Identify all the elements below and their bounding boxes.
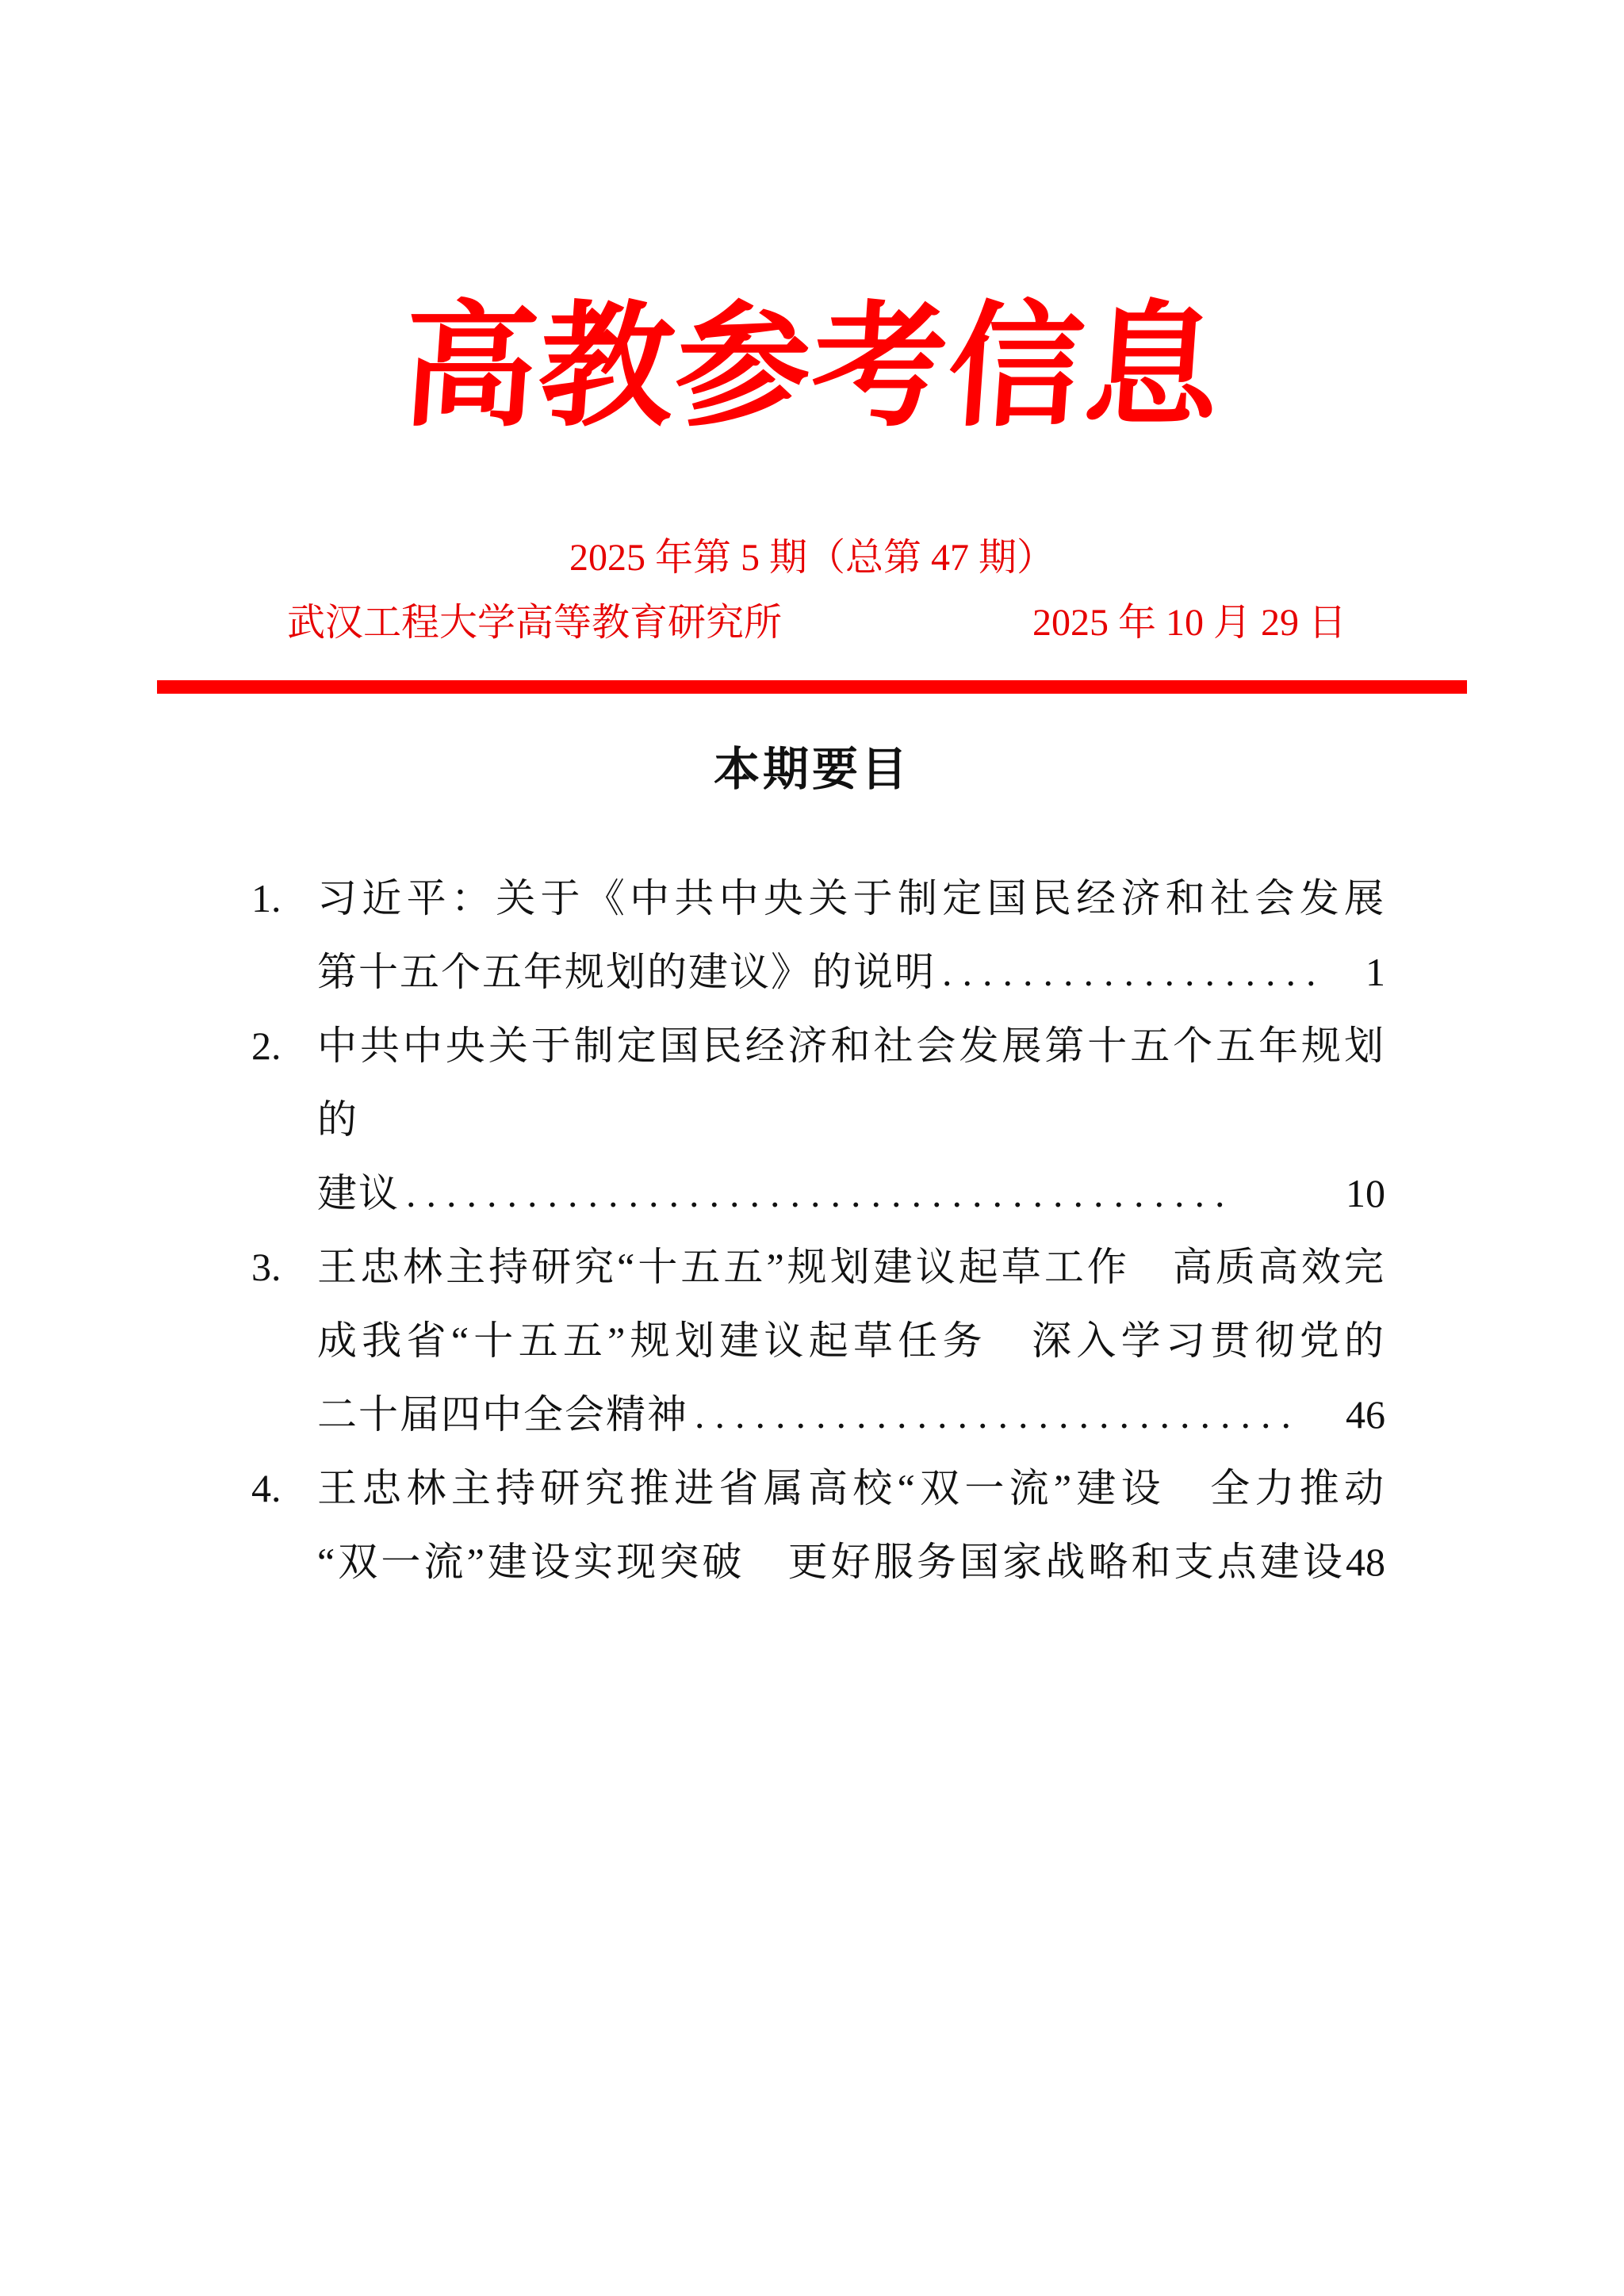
publish-date: 2025 年 10 月 29 日 xyxy=(1032,602,1346,644)
toc-entry-3 xyxy=(251,1230,1385,1452)
toc-line-text: 第十五个五年规划的建议》的说明 xyxy=(317,950,936,994)
toc-entry-number: 2. xyxy=(251,1024,282,1068)
toc-line xyxy=(317,936,1385,1009)
table-of-contents xyxy=(251,862,1385,1599)
toc-leader-dots: ................... xyxy=(942,950,1327,994)
publisher-name: 武汉工程大学高等教育研究所 xyxy=(287,602,783,644)
toc-line-text: 二十届四中全会精神 xyxy=(317,1392,688,1437)
toc-page-number: 48 xyxy=(1346,1540,1385,1584)
toc-page-number: 1 xyxy=(1365,950,1385,994)
toc-line xyxy=(317,1525,1385,1599)
toc-entry-number: 4. xyxy=(251,1466,282,1510)
toc-entry-1 xyxy=(251,862,1385,1009)
issue-line: 2025 年第 5 期（总第 47 期） xyxy=(569,537,1055,579)
toc-entry-number: 1. xyxy=(251,876,282,920)
toc-line: 王忠林主持研究推进省属高校“双一流”建设 全力推动 xyxy=(317,1466,1385,1510)
toc-leader-dots: .............................. xyxy=(695,1392,1301,1437)
toc-line: 王忠林主持研究“十五五”规划建议起草工作 高质高效完 xyxy=(317,1245,1385,1289)
toc-entry-2 xyxy=(251,1009,1385,1230)
toc-line: 成我省“十五五”规划建议起草任务 深入学习贯彻党的 xyxy=(317,1318,1385,1363)
divider-rule xyxy=(157,680,1467,694)
toc-page-number: 46 xyxy=(1346,1392,1385,1437)
toc-line-text: 建议 xyxy=(317,1171,400,1215)
toc-leader-dots: ......................................... xyxy=(406,1171,1235,1215)
toc-line: 中共中央关于制定国民经济和社会发展第十五个五年规划的 xyxy=(317,1024,1385,1142)
toc-line xyxy=(317,1378,1385,1452)
toc-entry-number: 3. xyxy=(251,1245,282,1289)
publisher-row xyxy=(157,601,1467,645)
toc-page-number: 10 xyxy=(1346,1171,1385,1215)
masthead-title: 高教参考信息 xyxy=(397,293,1227,442)
toc-heading: 本期要目 xyxy=(713,744,910,795)
toc-entry-4 xyxy=(251,1452,1385,1599)
toc-line: 习近平：关于《中共中央关于制定国民经济和社会发展 xyxy=(317,876,1385,920)
toc-line-text: “双一流”建设实现突破 更好服务国家战略和支点建设 xyxy=(317,1540,1346,1584)
toc-line xyxy=(317,1157,1385,1230)
